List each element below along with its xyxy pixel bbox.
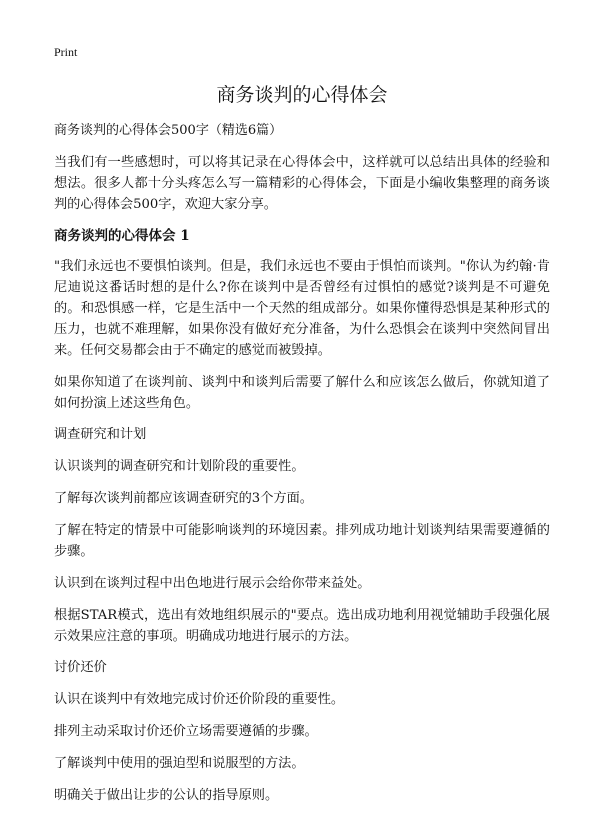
bargain-heading: 讨价还价 [54, 660, 107, 675]
bargain-item: 认识在谈判中有效地完成讨价还价阶段的重要性。 [54, 692, 345, 707]
document-title: 商务谈判的心得体会 [216, 84, 388, 106]
section1-paragraph-2: 如果你知道了在谈判前、谈判中和谈判后需要了解什么和应该怎么做后，你就知道了如何扮演上述这些角色。 [54, 375, 550, 411]
print-link[interactable]: Print [54, 45, 78, 59]
research-heading: 调查研究和计划 [54, 427, 147, 442]
intro-paragraph: 当我们有一些感想时，可以将其记录在心得体会中，这样就可以总结出具体的经验和想法。很多人都十分头疼怎么写一篇精彩的心得体会，下面是小编收集整理的商务谈判的心得体会500字，欢迎大家分享。 [54, 155, 550, 212]
section1-paragraph-1: "我们永远也不要惧怕谈判。但是，我们永远也不要由于惧怕而谈判。"你认为约翰·肯尼迪说这番话时想的是什么?你在谈判中是否曾经有过惧怕的感觉?谈判是不可避免的。和恐惧感一样，它是生活中一个天然的组成部分。如果你懂得恐惧是某种形式的压力，也就不难理解，如果你没有做好充分准备，为什么恐惧会在谈判中突然间冒出来。任何交易都会由于不确定的感觉而被毁掉。 [54, 259, 550, 358]
research-item: 了解每次谈判前都应该调查研究的3个方面。 [54, 491, 313, 506]
research-item: 认识谈判的调查研究和计划阶段的重要性。 [54, 459, 305, 474]
research-item: 根据STAR模式，选出有效地组织展示的"要点。选出成功地利用视觉辅助手段强化展示效果应注意的事项。明确成功地进行展示的方法。 [54, 608, 550, 644]
section-heading-1: 商务谈判的心得体会 1 [54, 228, 190, 244]
bargain-item: 排列主动采取讨价还价立场需要遵循的步骤。 [54, 724, 318, 739]
bargain-item: 了解谈判中使用的强迫型和说服型的方法。 [54, 756, 305, 771]
research-item: 认识到在谈判过程中出色地进行展示会给你带来益处。 [54, 576, 371, 591]
bargain-item: 明确关于做出让步的公认的指导原则。 [54, 788, 279, 803]
document-subtitle: 商务谈判的心得体会500字（精选6篇） [54, 123, 283, 138]
research-item: 了解在特定的情景中可能影响谈判的环境因素。排列成功地计划谈判结果需要遵循的步骤。 [54, 523, 550, 559]
